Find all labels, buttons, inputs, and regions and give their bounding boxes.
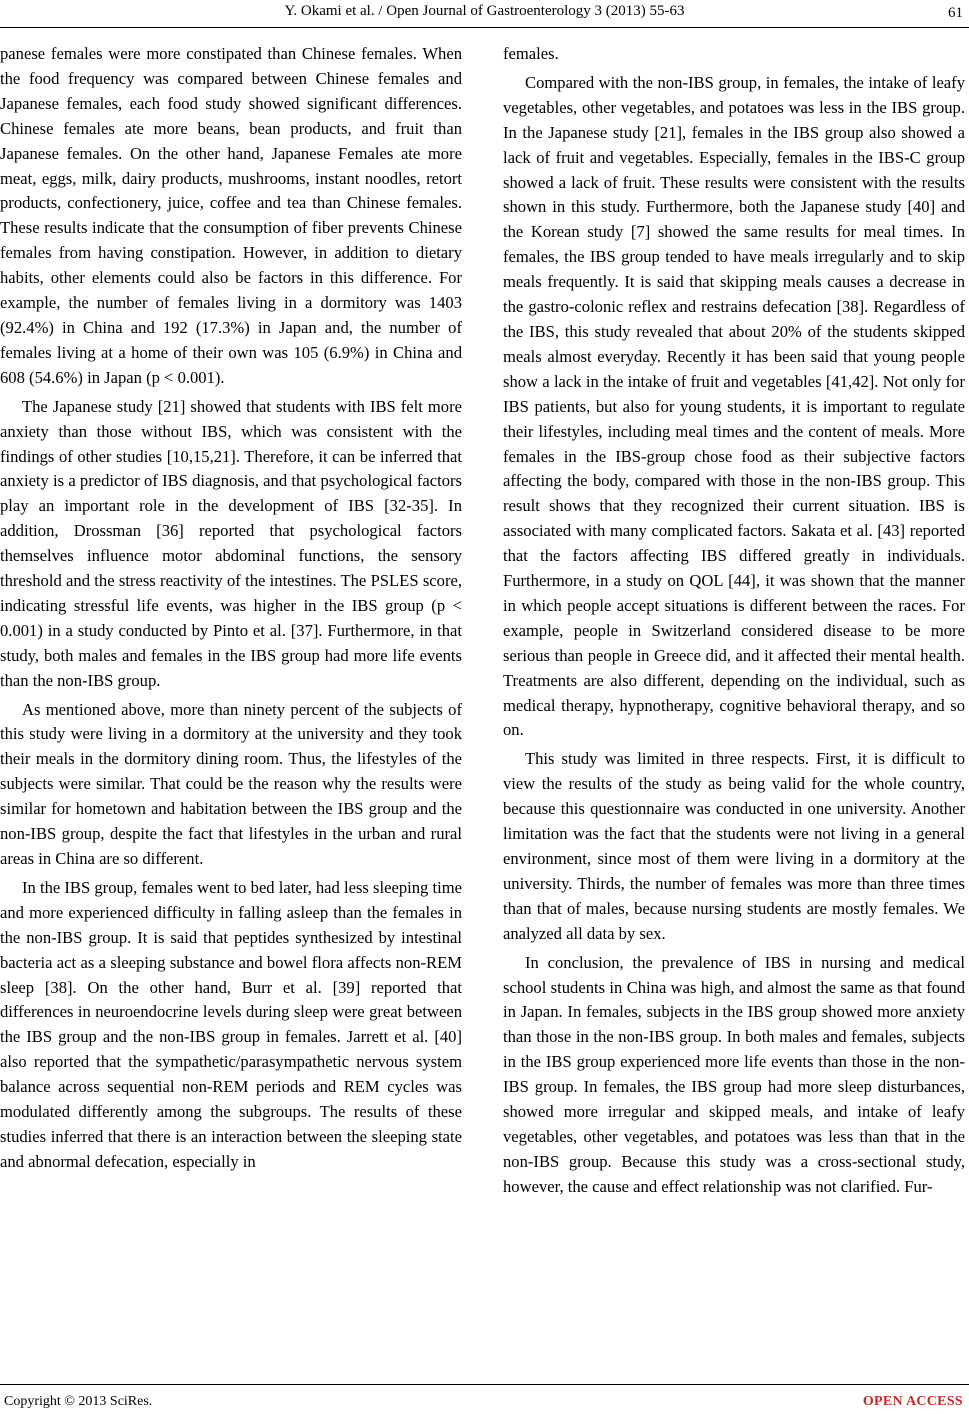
paragraph: This study was limited in three respects. First, it is difficult to view the results of the study as being valid for the whole country, because this questionnaire was conducted in one university. Another limitation was the fact that the students were not living in a general environment, since most of them were living in a dormitory at the university. Thirds, the number of females was more than three times than that of males, because nursing students are mostly females. We analyzed all data by sex. <box>503 749 965 943</box>
paragraph: females. <box>503 44 559 63</box>
footer-rule <box>0 1384 969 1385</box>
paragraph: The Japanese study [21] showed that students with IBS felt more anxiety than those without IBS, which was consistent with the findings of other studies [10,15,21]. Therefore, it can be inferred that anxiety is a predictor of IBS diagnosis, and that psychological factors play an important role in the development of IBS [32-35]. In addition, Drossman [36] reported that psychological factors themselves influence motor abdominal functions, the sensory threshold and the stress reactivity of the intestines. The PSLES score, indicating stressful life events, was higher in the IBS group (p < 0.001) in a study conducted by Pinto et al. [37]. Furthermore, in that study, both males and females in the IBS group had more life events than the non-IBS group. <box>0 396 462 690</box>
page-header <box>0 0 969 24</box>
paragraph: panese females were more constipated than Chinese females. When the food frequency was compared between Chinese females and Japanese females, each food study showed significant differences. Chinese females ate more beans, bean products, and fruit than Japanese females. On the other hand, Japanese Females ate more meat, eggs, milk, dairy products, mushrooms, instant noodles, retort products, confectionery, juice, coffee and tea than Chinese females. These results indicate that the consumption of fiber prevents Chinese females from having constipation. However, in addition to dietary habits, other elements could also be factors in this difference. For example, the number of females living in a dormitory was 1403 (92.4%) in China and 192 (17.3%) in Japan and, the number of females living at a home of their own was 105 (6.9%) in China and 608 (54.6%) in Japan (p < 0.001). <box>0 44 462 387</box>
left-column <box>0 42 462 1179</box>
right-column <box>503 42 965 1204</box>
paragraph: Compared with the non-IBS group, in females, the intake of leafy vegetables, other vegetables, and potatoes was less in the IBS group. In the Japanese study [21], females in the IBS group also showed a lack of fruit and vegetables. Especially, females in the IBS-C group showed a lack of fruit. These results were consistent with the results shown in this study. Furthermore, both the Japanese study [40] and the Korean study [7] showed the same results for meal times. In females, the IBS group tended to have meals irregularly and to skip meals frequently. It is said that skipping meals causes a decrease in the gastro-colonic reflex and restrains defecation [38]. Regardless of the IBS, this study revealed that about 20% of the students skipped meals almost everyday. Recently it has been said that young people show a lack in the intake of fruit and vegetables [41,42]. Not only for IBS patients, but also for young students, it is important to regulate their lifestyles, including meal times and the content of meals. More females in the IBS-group chose food as their subjective factors affecting the body, compared with those in the non-IBS group. This result shows that they recognized their current situation. IBS is associated with many complicated factors. Sakata et al. [43] reported that the factors affecting IBS differed greatly in individuals. Furthermore, in a study on QOL [44], it was shown that the manner in which people accept situations is different between the races. For example, people in Switzerland considered disease to be more serious than people in Greece did, and it affected their mental health. Treatments are also different, depending on the individual, such as medical therapy, hypnotherapy, cognitive behavioral therapy, and so on. <box>503 72 965 740</box>
header-rule <box>0 27 969 28</box>
paragraph: As mentioned above, more than ninety percent of the subjects of this study were living in a dormitory at the university and they took their meals in the dormitory dining room. Thus, the lifestyles of the subjects were similar. That could be the reason why the results were similar for hometown and habitation between the IBS group and the non-IBS group, despite the fact that lifestyles in the urban and rural areas in China are so different. <box>0 699 462 868</box>
paragraph: In conclusion, the prevalence of IBS in nursing and medical school students in China was high, and almost the same as that found in Japan. In females, subjects in the IBS group showed more anxiety than those in the non-IBS group. In both males and females, subjects in the IBS group experienced more life events than those in the non-IBS group. In females, the IBS group had more sleep disturbances, showed more irregular and skipped meals, and intake of leafy vegetables, other vegetables, and potatoes was less than that in the non-IBS group. Because this study was a cross-sectional study, however, the cause and effect relationship was not clarified. Fur- <box>503 952 965 1196</box>
copyright-notice: Copyright © 2013 SciRes. <box>4 1394 153 1409</box>
page-number: 61 <box>948 5 963 21</box>
paragraph: In the IBS group, females went to bed later, had less sleeping time and more experienced difficulty in falling asleep than the females in the non-IBS group. It is said that peptides synthesized by intestinal bacteria act as a sleeping substance and bowel flora affects non-REM sleep [38]. On the other hand, Burr et al. [39] reported that differences in neuroendocrine levels during sleep were great between the IBS group and the non-IBS group in females. Jarrett et al. [40] also reported that the sympathetic/parasympathetic nervous system balance across sequential non-REM periods and REM cycles was modulated differently among the subgroups. The results of these studies inferred that there is an interaction between the sleeping state and abnormal defecation, especially in <box>0 877 462 1171</box>
running-head: Y. Okami et al. / Open Journal of Gastroenterology 3 (2013) 55-63 <box>284 3 685 19</box>
open-access-label: OPEN ACCESS <box>862 1394 963 1409</box>
